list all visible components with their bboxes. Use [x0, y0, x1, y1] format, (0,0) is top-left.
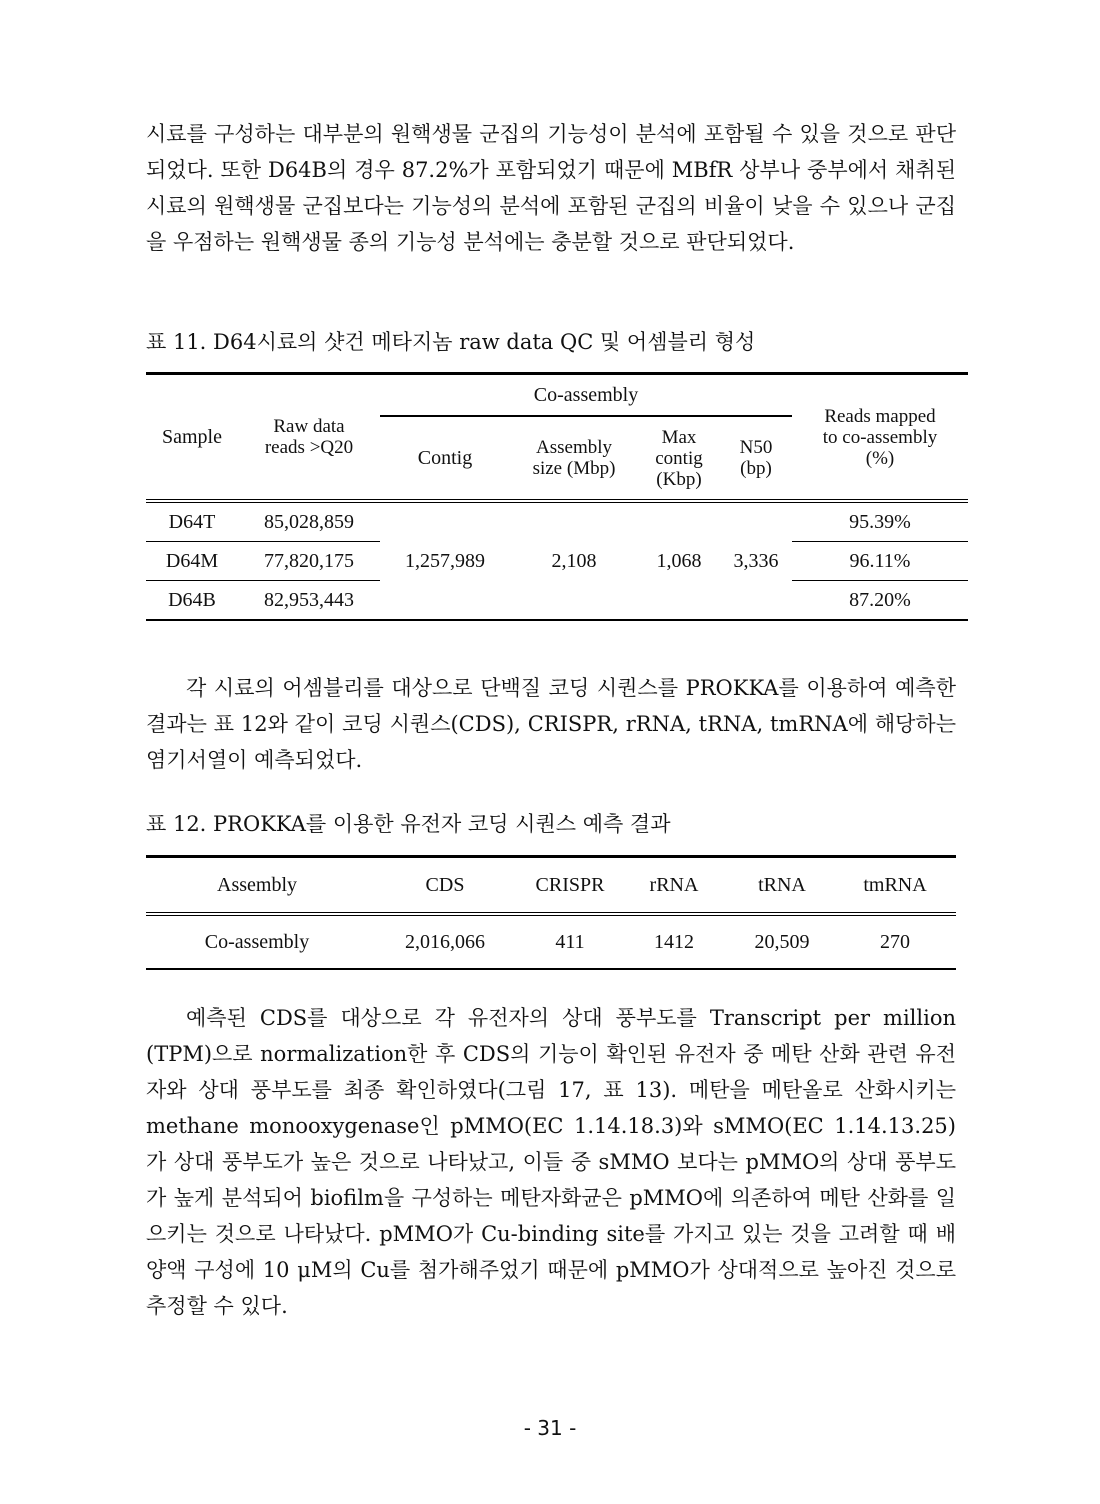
th-assembly-size: Assembly size (Mbp) — [510, 416, 638, 501]
th-n50: N50 (bp) — [720, 416, 792, 501]
th-sample: Sample — [146, 374, 238, 502]
cell-tmrna: 270 — [880, 930, 910, 953]
cell-assembly: Co-assembly — [204, 930, 310, 953]
paragraph-3: 예측된 CDS를 대상으로 각 유전자의 상대 풍부도를 Transcript per million (TPM)으로 normalization한 후 CDS의 기능이 확인된 유전자 중 메탄 산화 관련 유전자와 상대 풍부도를 최종 확인하였다(그림 17, 표 13). 메탄을 메탄올로 산화시키는 methane monooxygenase인 pMMO(EC 1.14.18.3)와 sMMO(EC 1.14.13.25)가 상대 풍부도가 높은 것으로 나타났고, 이들 중 sMMO 보다는 pMMO의 상대 풍부도가 높게 분석되어 biofilm을 구성하는 메탄자화균은 pMMO에 의존하여 메탄 산화를 일으키는 것으로 나타났다. pMMO가 Cu-binding site를 가지고 있는 것을 고려할 때 배양액 구성에 10 μM의 Cu를 첨가해주었기 때문에 pMMO가 상대적으로 높아진 것으로 추정할 수 있다. — [146, 1006, 956, 1318]
paragraph-2: 각 시료의 어셈블리를 대상으로 단백질 코딩 시퀀스를 PROKKA를 이용하여 예측한 결과는 표 12와 같이 코딩 시퀀스(CDS), CRISPR, rRNA, tRNA, tmRNA에 해당하는 염기서열이 예측되었다. — [146, 676, 956, 772]
table-row — [146, 914, 956, 969]
th-rrna: rRNA — [618, 857, 730, 915]
cell-crispr: 411 — [555, 930, 585, 953]
cell-max-contig: 1,068 — [656, 549, 702, 572]
cell-raw: 85,028,859 — [238, 501, 380, 542]
cell-sample: D64M — [146, 542, 238, 581]
cell-trna: 20,509 — [754, 930, 810, 953]
cell-reads-mapped: 96.11% — [792, 542, 968, 581]
th-co-assembly: Co-assembly — [380, 374, 792, 417]
cell-reads-mapped: 87.20% — [849, 588, 911, 611]
th-reads-mapped: Reads mapped to co-assembly (%) — [792, 374, 968, 502]
th-tmrna: tmRNA — [834, 857, 956, 915]
table12-caption: 표 12. PROKKA를 이용한 유전자 코딩 시퀀스 예측 결과 — [146, 812, 671, 836]
th-raw-data: Raw data reads >Q20 — [238, 374, 380, 502]
cell-raw: 82,953,443 — [264, 588, 354, 611]
page-number: - 31 - — [523, 1416, 577, 1440]
cell-n50: 3,336 — [733, 549, 779, 572]
th-cds: CDS — [368, 857, 522, 915]
table-row — [146, 501, 968, 542]
table-12 — [146, 855, 956, 970]
th-assembly: Assembly — [146, 857, 368, 915]
th-crispr: CRISPR — [522, 857, 618, 915]
th-max-contig: Max contig (Kbp) — [638, 416, 720, 501]
cell-sample: D64B — [168, 588, 216, 611]
table-11 — [146, 372, 968, 621]
paragraph-1: 시료를 구성하는 대부분의 원핵생물 군집의 기능성이 분석에 포함될 수 있을 것으로 판단되었다. 또한 D64B의 경우 87.2%가 포함되었기 때문에 MBfR 상부나 중부에서 채취된 시료의 원핵생물 군집보다는 기능성의 분석에 포함된 군집의 비율이 낮을 수 있으나 군집을 우점하는 원핵생물 종의 기능성 분석에는 충분할 것으로 판단되었다. — [146, 122, 956, 254]
table11-caption: 표 11. D64시료의 샷건 메타지놈 raw data QC 및 어셈블리 형성 — [146, 330, 756, 354]
cell-reads-mapped: 95.39% — [792, 501, 968, 542]
cell-assembly-size: 2,108 — [551, 549, 597, 572]
cell-raw: 77,820,175 — [238, 542, 380, 581]
th-contig: Contig — [380, 416, 510, 501]
cell-sample: D64T — [146, 501, 238, 542]
cell-contig: 1,257,989 — [405, 549, 485, 572]
cell-cds: 2,016,066 — [405, 930, 485, 953]
th-trna: tRNA — [730, 857, 834, 915]
cell-rrna: 1412 — [654, 930, 694, 953]
